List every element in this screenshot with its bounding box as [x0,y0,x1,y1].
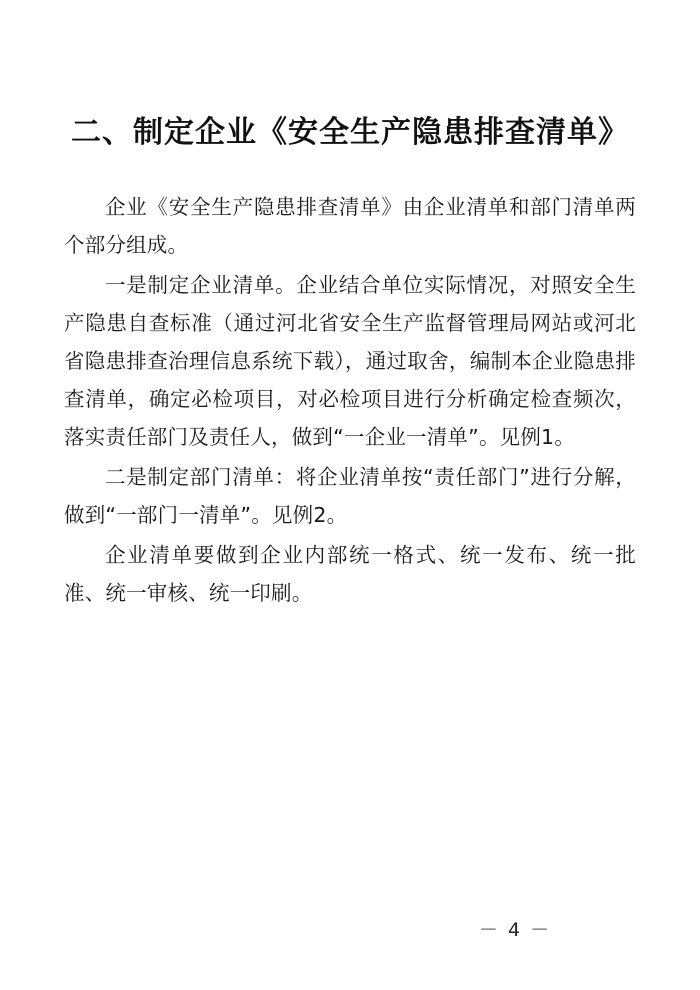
page-number-label: － 4 － [478,919,552,941]
paragraph: 企业清单要做到企业内部统一格式、统一发布、统一批准、统一审核、统一印刷。 [64,543,636,605]
paragraph: 企业《安全生产隐患排查清单》由企业清单和部门清单两个部分组成。 [64,195,636,257]
paragraph: 一是制定企业清单。企业结合单位实际情况，对照安全生产隐患自查标准（通过河北省安全生产监督管理局网站或河北省隐患排查治理信息系统下载），通过取舍，编制本企业隐患排查清单，确定必检项目，对必检项目进行分析确定检查频次，落实责任部门及责任人，做到“一企业一清单”。见例1。 [64,273,636,449]
page-title: 二、制定企业《安全生产隐患排查清单》 [71,115,629,150]
page-number [0,915,700,942]
paragraph: 二是制定部门清单：将企业清单按“责任部门”进行分解，做到“一部门一清单”。见例2。 [64,465,636,527]
document-body [64,188,636,612]
